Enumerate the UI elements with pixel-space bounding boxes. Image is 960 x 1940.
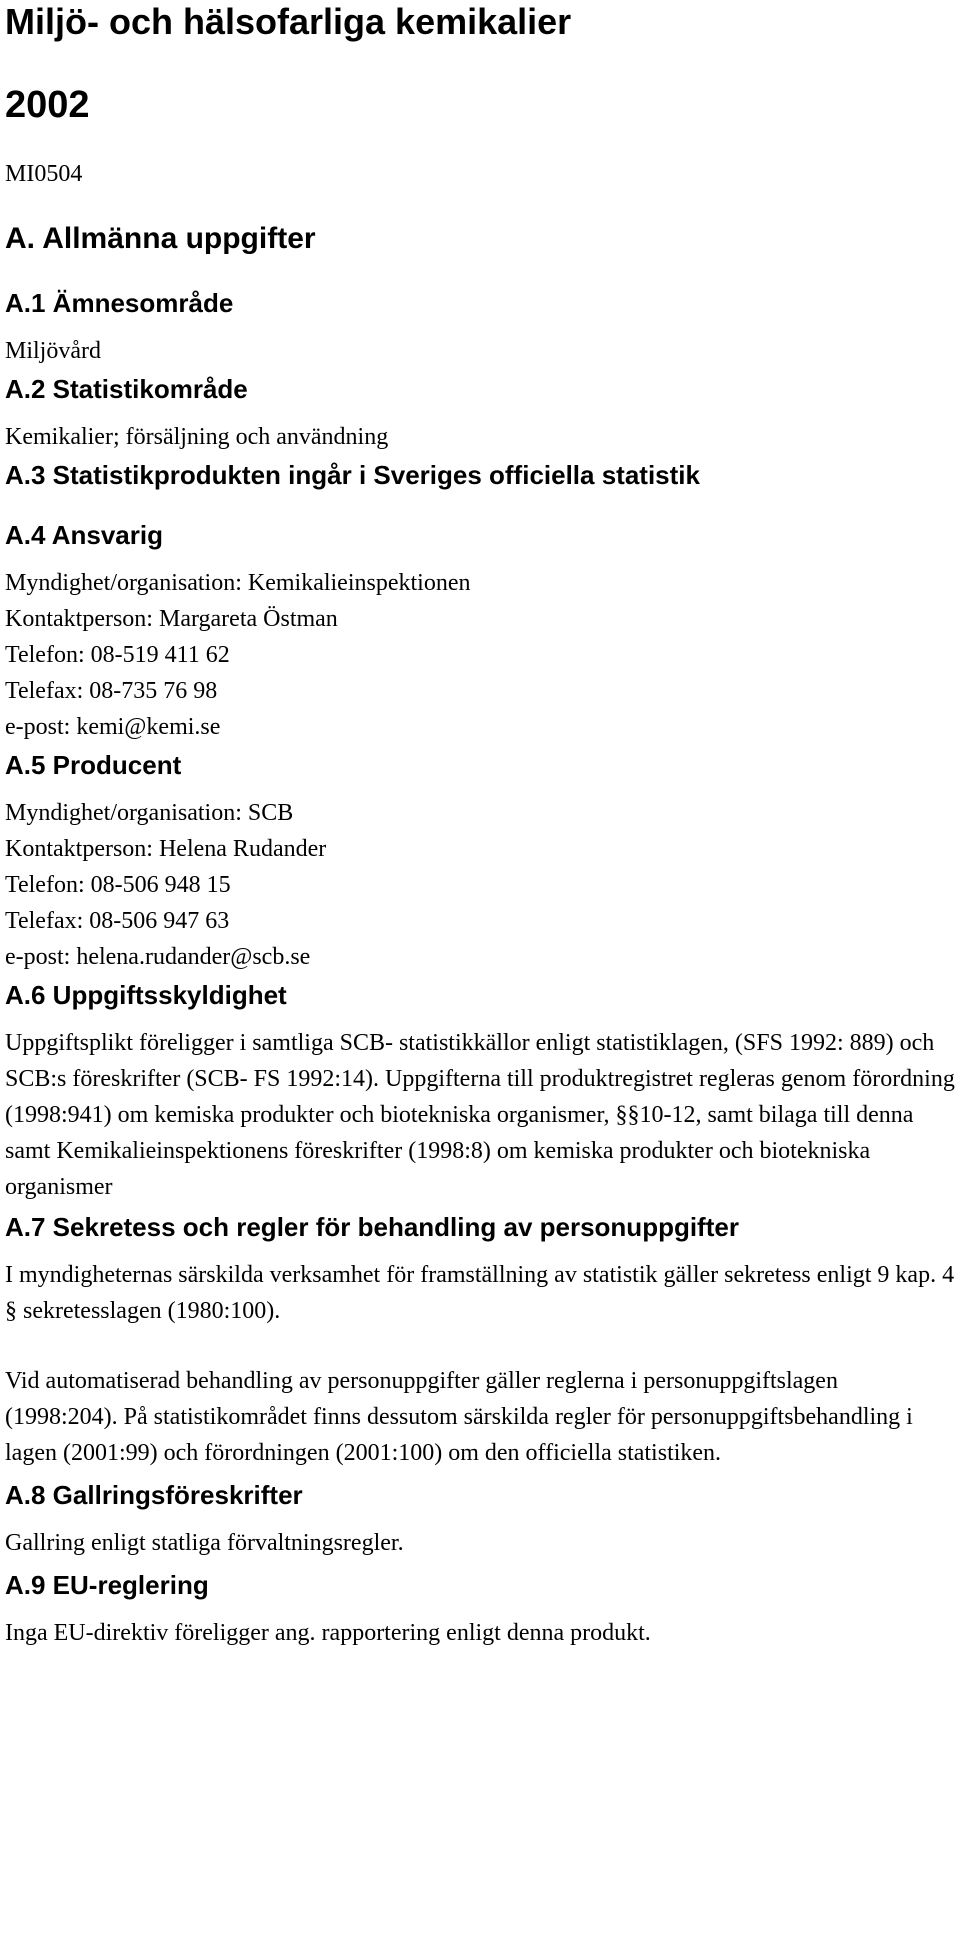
a8-text: Gallring enligt statliga förvaltningsregler.: [5, 1530, 404, 1556]
a8-heading: A.8 Gallringsföreskrifter: [5, 1480, 303, 1510]
a7-heading: A.7 Sekretess och regler för behandling av personuppgifter: [5, 1212, 739, 1242]
a4-contact-block: [5, 565, 960, 745]
a5-contact-block: [5, 795, 960, 975]
a7-text-1: I myndigheternas särskilda verksamhet för framställning av statistik gäller sekretess enligt 9 kap. 4 § sekretesslagen (1980:100).: [5, 1262, 955, 1324]
a5-line: Myndighet/organisation: SCB: [5, 800, 294, 826]
a3-heading: A.3 Statistikprodukten ingår i Sveriges officiella statistik: [5, 460, 700, 490]
a6-heading: A.6 Uppgiftsskyldighet: [5, 980, 287, 1010]
a5-line: e-post: helena.rudander@scb.se: [5, 944, 311, 970]
a9-heading: A.9 EU-reglering: [5, 1570, 209, 1600]
a9-text: Inga EU-direktiv föreligger ang. rapportering enligt denna produkt.: [5, 1620, 651, 1646]
a1-heading: A.1 Ämnesområde: [5, 288, 234, 318]
a2-heading: A.2 Statistikområde: [5, 374, 248, 404]
a4-line: Myndighet/organisation: Kemikalieinspektionen: [5, 570, 471, 596]
a5-line: Telefax: 08-506 947 63: [5, 908, 230, 934]
a6-text: Uppgiftsplikt föreligger i samtliga SCB- statistikkällor enligt statistiklagen, (SFS 1992: 889) och SCB:s föreskrifter (SCB- FS 1992:14). Uppgifterna till produktregistret regleras genom förordning (1998:941) om kemiska produkter och biotekniska organismer, §§10-12, samt bilaga till denna samt Kemikalieinspektionens föreskrifter (1998:8) om kemiska produkter och biotekniska organismer: [5, 1030, 955, 1200]
a4-line: Kontaktperson: Margareta Östman: [5, 606, 338, 632]
a4-line: Telefax: 08-735 76 98: [5, 678, 218, 704]
a2-text: Kemikalier; försäljning och användning: [5, 424, 389, 450]
a1-text: Miljövård: [5, 338, 101, 364]
a5-line: Kontaktperson: Helena Rudander: [5, 836, 327, 862]
a4-heading: A.4 Ansvarig: [5, 520, 163, 550]
a4-line: Telefon: 08-519 411 62: [5, 642, 230, 668]
section-a-heading: A. Allmänna uppgifter: [5, 222, 316, 255]
product-code: MI0504: [5, 161, 83, 187]
document-title: Miljö- och hälsofarliga kemikalier: [5, 1, 572, 42]
a4-line: e-post: kemi@kemi.se: [5, 714, 221, 740]
a7-text-2: Vid automatiserad behandling av personuppgifter gäller reglerna i personuppgiftslagen (1998:204). På statistikområdet finns dessutom särskilda regler för personuppgiftsbehandling i lagen (2001:99) och förordningen (2001:100) om den officiella statistiken.: [5, 1368, 913, 1466]
a5-line: Telefon: 08-506 948 15: [5, 872, 231, 898]
a5-heading: A.5 Producent: [5, 750, 182, 780]
document-year: 2002: [5, 84, 90, 126]
